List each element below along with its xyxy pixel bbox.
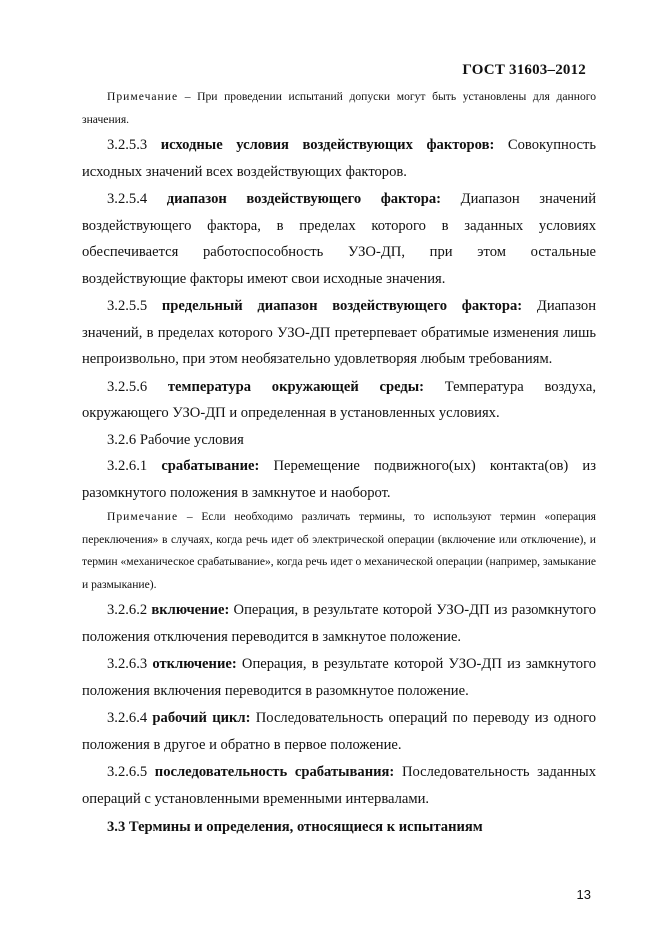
definition-3-2-5-4 [82,186,596,292]
clause-number: 3.2.6.5 [107,764,155,780]
term: последовательность срабатывания: [154,764,395,780]
definition-text: Последовательность заданных операций с установленными временными интервалами. [82,764,597,807]
standard-header: ГОСТ 31603–2012 [462,62,586,78]
note-paragraph [82,506,596,596]
clause-number: 3.2.5.6 [107,378,168,395]
term: отключение: [152,656,237,672]
definition-text: Последовательность операций по переводу из одного положения в другое и обратно в первое положение. [82,710,596,753]
section-heading-3-3: 3.3 Термины и определения, относящиеся к испытаниям [107,819,483,835]
term: предельный диапазон воздействующего фактора: [161,298,523,314]
note-text: – Если необходимо различать термины, то используют термин «операция переключения» в случаях, когда речь идет об электрической операции (включение или отключение), и термин «механическое срабатывание», когда речь идет о механической операции (например, замыкание и размыкание). [82,510,596,591]
definition-text: Диапазон значений воздействующего фактора, в пределах которого в заданных условиях обеспечивается работоспособность УЗО-ДП, при этом остальные воздействующие факторы имеют свои исходные значения. [82,191,597,287]
section-3-2-6: 3.2.6 Рабочие условия [107,431,244,448]
term: исходные условия воздействующих факторов: [160,137,495,153]
clause-number: 3.2.5.5 [107,298,162,314]
clause-number: 3.2.6.3 [107,656,153,672]
term: температура окружающей среды: [167,378,424,395]
note-text: – При проведении испытаний допуски могут быть установлены для данного значения. [82,90,596,126]
definition-3-2-5-6 [82,374,596,427]
clause-number: 3.2.5.3 [107,137,161,153]
definition-3-2-6-1 [82,453,596,506]
clause-number: 3.2.6.1 [107,458,162,474]
note-label: Примечание [107,510,179,523]
definition-text: Перемещение подвижного(ых) контакта(ов) из разомкнутого положения в замкнутое и наоборот. [82,458,596,501]
note-paragraph [82,86,596,131]
clause-number: 3.2.5.4 [107,191,167,207]
definition-3-2-6-3 [82,651,596,704]
clause-number: 3.2.6.4 [107,710,153,726]
page-number: 13 [576,887,591,902]
definition-text: Температура воздуха, окружающего УЗО-ДП и определенная в установленных условиях. [82,378,596,421]
definition-3-2-5-3 [82,132,596,185]
definition-text: Диапазон значений, в пределах которого УЗО-ДП претерпевает обратимые изменения лишь непроизвольно, при этом необязательно удовлетворяя любым требованиям. [82,298,597,367]
definition-3-2-6-4 [82,705,596,758]
clause-number: 3.2.6.2 [107,602,152,618]
definition-text: Операция, в результате которой УЗО-ДП из разомкнутого положения отключения переводится в замкнутое положение. [82,602,596,645]
document-body [82,86,596,841]
definition-3-2-5-5 [82,293,596,373]
term: включение: [151,602,230,618]
note-label: Примечание [107,90,179,103]
definition-3-2-6-2 [82,597,596,650]
term: диапазон воздействующего фактора: [166,191,442,207]
term: рабочий цикл: [152,710,251,726]
definition-3-2-6-5 [82,759,596,812]
term: срабатывание: [161,458,260,474]
definition-text: Совокупность исходных значений всех воздействующих факторов. [82,137,596,180]
definition-text: Операция, в результате которой УЗО-ДП из замкнутого положения включения переводится в разомкнутое положение. [82,656,596,699]
